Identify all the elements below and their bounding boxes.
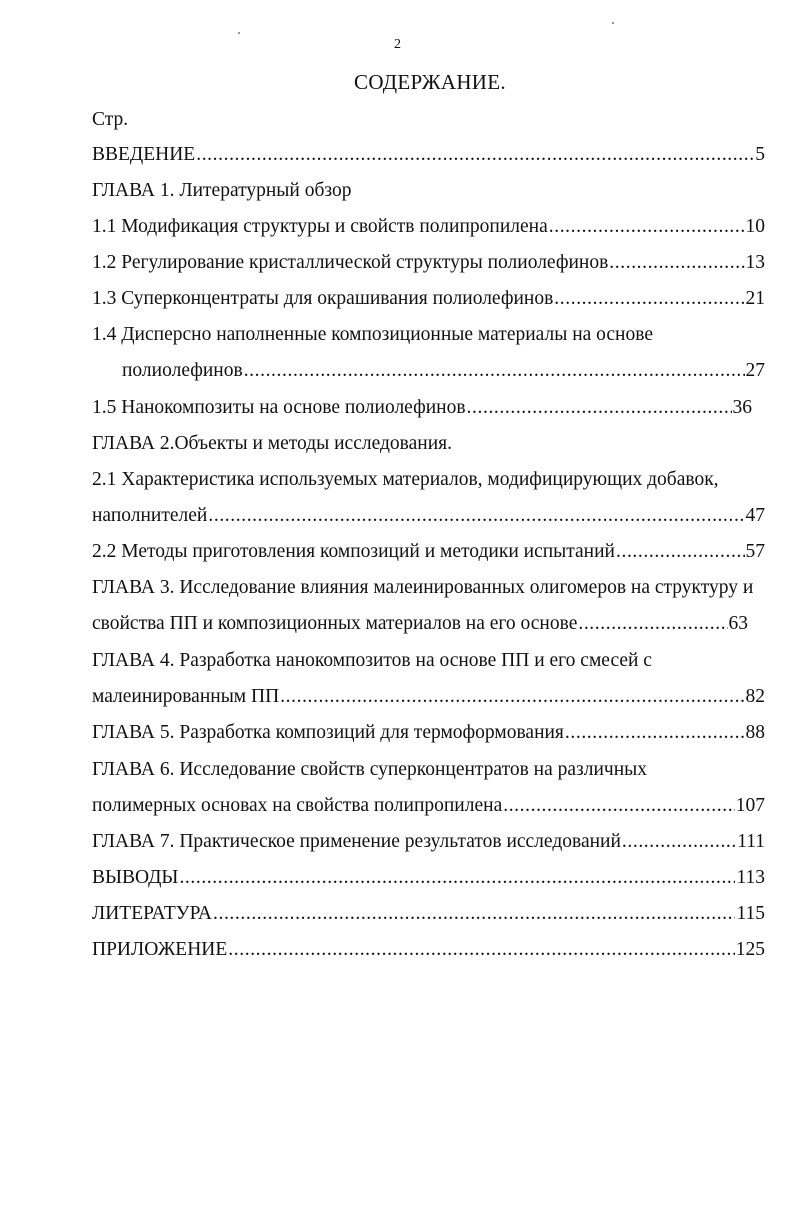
toc-entry-title: малеинированным ПП [92,686,280,707]
toc-leader-dots [179,865,735,891]
toc-leader-dots [213,901,735,927]
toc-entry-page: 88 [745,722,765,743]
toc-entry-title-line1: ГЛАВА 6. Исследование свойств суперконцентратов на различных [92,759,647,780]
toc-entry [92,214,765,240]
toc-entry-title-line1: 2.1 Характеристика используемых материалов, модифицирующих добавок, [92,469,719,490]
toc-entry-title: свойства ПП и композиционных материалов на его основе [92,613,578,634]
toc-entry-title: полиолефинов [122,360,243,381]
toc-entry [92,250,765,276]
toc-leader-dots [503,793,735,819]
page-title: СОДЕРЖАНИЕ. [354,70,506,94]
toc-entry-page: 125 [735,939,765,960]
toc-entry-title: ГЛАВА 5. Разработка композиций для термоформования [92,722,564,743]
toc-entry [92,395,752,421]
toc-entry-title: ГЛАВА 7. Практическое применение результатов исследований [92,831,621,852]
toc-entry-page: 5 [755,144,765,165]
toc-entry [92,937,765,963]
toc-leader-dots [467,395,732,421]
toc-entry-title-line1: ГЛАВА 3. Исследование влияния малеинированных олигомеров на структуру и [92,577,754,598]
toc-entry-title-line1: 1.4 Дисперсно наполненные композиционные материалы на основе [92,324,653,345]
toc-entry [92,865,765,891]
toc-entry-page: 82 [745,686,765,707]
toc-entry-title: полимерных основах на свойства полипропилена [92,795,503,816]
toc-entry-page: 113 [736,867,765,888]
toc-entry-page: 63 [728,613,748,634]
toc-entry-page: 10 [745,216,765,237]
toc-leader-dots [244,358,745,384]
toc-leader-dots [228,937,734,963]
toc-entry [92,720,765,746]
toc-entry-title: ВЫВОДЫ [92,867,179,888]
toc-chapter-heading: ГЛАВА 2.Объекты и методы исследования. [92,433,452,454]
toc-entry-page: 115 [736,903,765,924]
toc-entry [92,503,765,529]
toc-entry [92,829,765,855]
toc-entry [122,358,765,384]
toc-entry [92,611,748,637]
toc-entry [92,286,765,312]
toc-entry [92,901,765,927]
toc-entry-title: 2.2 Методы приготовления композиций и методики испытаний [92,541,615,562]
toc-entry-page: 21 [745,288,765,309]
toc-leader-dots [549,214,745,240]
toc-entry-title: 1.3 Суперконцентраты для окрашивания полиолефинов [92,288,554,309]
toc-leader-dots [208,503,744,529]
toc-entry [92,793,765,819]
toc-entry-title: 1.1 Модификация структуры и свойств полипропилена [92,216,548,237]
toc-entry-page: 57 [745,541,765,562]
toc-entry [92,142,765,168]
toc-entry-title: ПРИЛОЖЕНИЕ [92,939,228,960]
pages-column-label: Стр. [92,109,129,130]
toc-leader-dots [565,720,745,746]
toc-leader-dots [554,286,744,312]
toc-leader-dots [609,250,744,276]
toc-entry-title-line1: ГЛАВА 4. Разработка нанокомпозитов на основе ПП и его смесей с [92,650,652,671]
toc-entry [92,539,765,565]
toc-entry-title: ВВЕДЕНИЕ [92,144,196,165]
toc-leader-dots [280,684,744,710]
toc-entry [92,684,765,710]
toc-entry-page: 111 [737,831,765,852]
toc-entry-page: 27 [745,360,765,381]
toc-entry-page: 107 [735,795,765,816]
toc-entry-page: 36 [732,397,752,418]
toc-leader-dots [196,142,754,168]
toc-leader-dots [616,539,745,565]
toc-leader-dots [622,829,736,855]
toc-chapter-heading: ГЛАВА 1. Литературный обзор [92,180,352,201]
toc-entry-page: 13 [745,252,765,273]
toc-leader-dots [578,611,727,637]
toc-entry-page: 47 [745,505,765,526]
toc-entry-title: 1.5 Нанокомпозиты на основе полиолефинов [92,397,466,418]
toc-entry-title: ЛИТЕРАТУРА [92,903,212,924]
page-number: 2 [394,37,401,52]
toc-entry-title: наполнителей [92,505,208,526]
toc-entry-title: 1.2 Регулирование кристаллической структуры полиолефинов [92,252,609,273]
